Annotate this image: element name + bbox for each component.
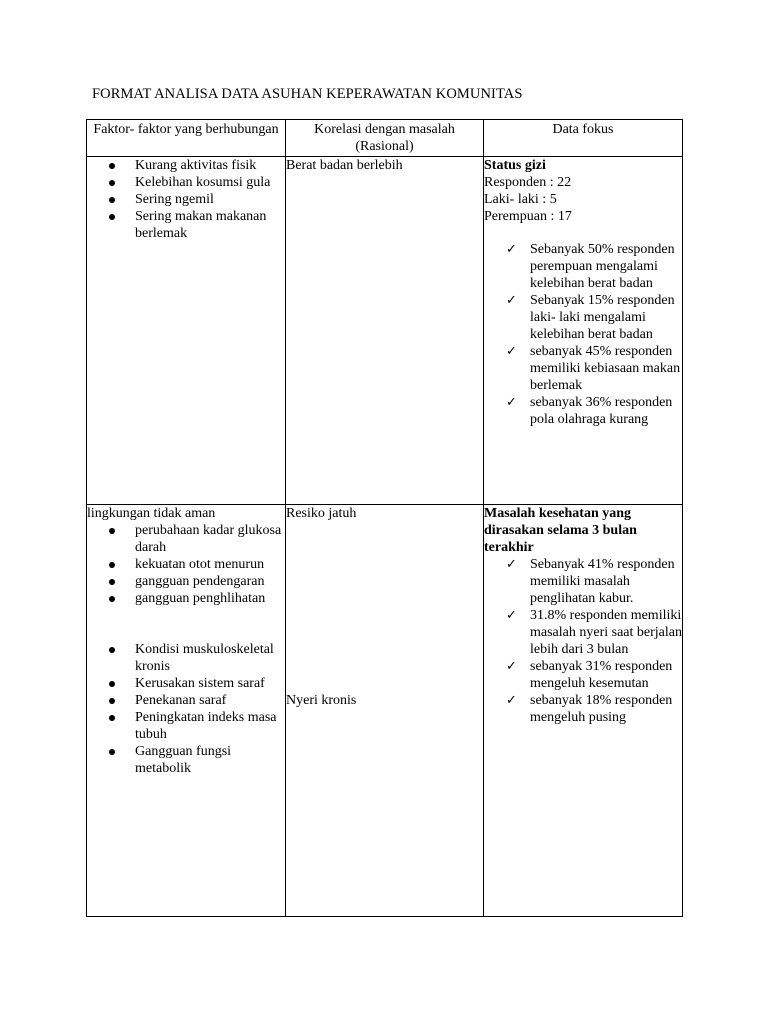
focus-check-list: [484, 241, 682, 428]
bullet-icon: [109, 749, 115, 755]
list-item: [506, 394, 682, 428]
spacer: [286, 522, 483, 692]
list-item: [135, 208, 285, 242]
factor-intro: lingkungan tidak aman: [87, 506, 216, 521]
focus-text: Sebanyak 50% responden perempuan mengalami kelebihan berat badan: [530, 242, 675, 291]
factor-text: Kurang aktivitas fisik: [135, 158, 257, 173]
focus-heading: Masalah kesehatan yang dirasakan selama 3 bulan terakhir: [484, 506, 637, 555]
focus-cell: [484, 505, 683, 917]
list-item: [135, 709, 285, 743]
header-correlation-label: [286, 120, 483, 156]
list-item: [135, 556, 285, 573]
factor-text: Sering makan makanan berlemak: [135, 209, 267, 241]
checkmark-icon: ✓: [506, 344, 517, 359]
correlation-text: Berat badan berlebih: [286, 158, 403, 173]
spacer: [484, 225, 682, 241]
list-item: [135, 157, 285, 174]
spacer: [87, 607, 285, 641]
focus-text: Sebanyak 15% responden laki- laki mengalami kelebihan berat badan: [530, 293, 675, 342]
focus-text: sebanyak 18% responden mengeluh pusing: [530, 693, 673, 725]
list-item: [506, 692, 682, 726]
factors-cell: [87, 157, 286, 505]
checkmark-icon: ✓: [506, 557, 517, 572]
list-item: [135, 675, 285, 692]
checkmark-icon: ✓: [506, 659, 517, 674]
correlation-cell: [286, 505, 484, 917]
header-correlation: [286, 120, 484, 157]
bullet-icon: [109, 214, 115, 220]
bullet-icon: [109, 715, 115, 721]
list-item: [506, 607, 682, 658]
factor-list: [87, 641, 285, 777]
checkmark-icon: ✓: [506, 608, 517, 623]
factor-text: gangguan penghlihatan: [135, 591, 266, 606]
list-item: [135, 522, 285, 556]
header-focus-label: Data fokus: [552, 122, 614, 137]
factor-text: Sering ngemil: [135, 192, 214, 207]
bullet-icon: [109, 579, 115, 585]
bullet-icon: [109, 528, 115, 534]
list-item: [135, 590, 285, 607]
focus-cell: [484, 157, 683, 505]
list-item: [506, 241, 682, 292]
page-title: FORMAT ANALISA DATA ASUHAN KEPERAWATAN KOMUNITAS: [92, 86, 523, 102]
table-row: [87, 505, 683, 917]
factor-text: kekuatan otot menurun: [135, 557, 265, 572]
factor-list: [87, 157, 285, 242]
bullet-icon: [109, 698, 115, 704]
checkmark-icon: ✓: [506, 293, 517, 308]
factor-text: Penekanan saraf: [135, 693, 227, 708]
list-item: [506, 556, 682, 607]
focus-heading: Status gizi: [484, 158, 546, 173]
factor-text: gangguan pendengaran: [135, 574, 265, 589]
correlation-cell: [286, 157, 484, 505]
header-correlation-line1: Korelasi dengan masalah: [314, 122, 455, 137]
factor-text: Gangguan fungsi metabolik: [135, 744, 232, 776]
bullet-icon: [109, 562, 115, 568]
bullet-icon: [109, 647, 115, 653]
list-item: [135, 692, 285, 709]
focus-text: sebanyak 45% responden memiliki kebiasaan makan berlemak: [530, 344, 681, 393]
correlation-text: Nyeri kronis: [286, 693, 357, 708]
table-header-row: [87, 120, 683, 157]
list-item: [135, 191, 285, 208]
bullet-icon: [109, 681, 115, 687]
checkmark-icon: ✓: [506, 242, 517, 257]
table-row: [87, 157, 683, 505]
factor-text: Peningkatan indeks masa tubuh: [135, 710, 277, 742]
focus-stat: Responden : 22: [484, 175, 572, 190]
header-focus-data: [484, 120, 683, 157]
checkmark-icon: ✓: [506, 693, 517, 708]
factors-cell: [87, 505, 286, 917]
bullet-icon: [109, 197, 115, 203]
focus-stat: Laki- laki : 5: [484, 192, 557, 207]
focus-check-list: [484, 556, 682, 726]
header-correlation-line2: (Rasional): [355, 139, 414, 154]
list-item: [506, 658, 682, 692]
header-factors-label: Faktor- faktor yang berhubungan: [93, 122, 279, 137]
list-item: [506, 292, 682, 343]
list-item: [506, 343, 682, 394]
bullet-icon: [109, 596, 115, 602]
factor-text: Kondisi muskuloskeletal kronis: [135, 642, 274, 674]
factor-text: perubahaan kadar glukosa darah: [135, 523, 282, 555]
list-item: [135, 573, 285, 590]
factor-text: Kerusakan sistem saraf: [135, 676, 265, 691]
factor-list: [87, 522, 285, 607]
factor-text: Kelebihan kosumsi gula: [135, 175, 271, 190]
analysis-table: [86, 119, 683, 917]
focus-text: sebanyak 36% responden pola olahraga kurang: [530, 395, 673, 427]
correlation-text: Resiko jatuh: [286, 506, 357, 521]
header-factors: [87, 120, 286, 157]
checkmark-icon: ✓: [506, 395, 517, 410]
focus-text: sebanyak 31% responden mengeluh kesemutan: [530, 659, 673, 691]
list-item: [135, 743, 285, 777]
bullet-icon: [109, 163, 115, 169]
focus-text: Sebanyak 41% responden memiliki masalah penglihatan kabur.: [530, 557, 675, 606]
focus-stat: Perempuan : 17: [484, 209, 572, 224]
list-item: [135, 174, 285, 191]
list-item: [135, 641, 285, 675]
focus-text: 31.8% responden memiliki masalah nyeri saat berjalan lebih dari 3 bulan: [530, 608, 682, 657]
bullet-icon: [109, 180, 115, 186]
